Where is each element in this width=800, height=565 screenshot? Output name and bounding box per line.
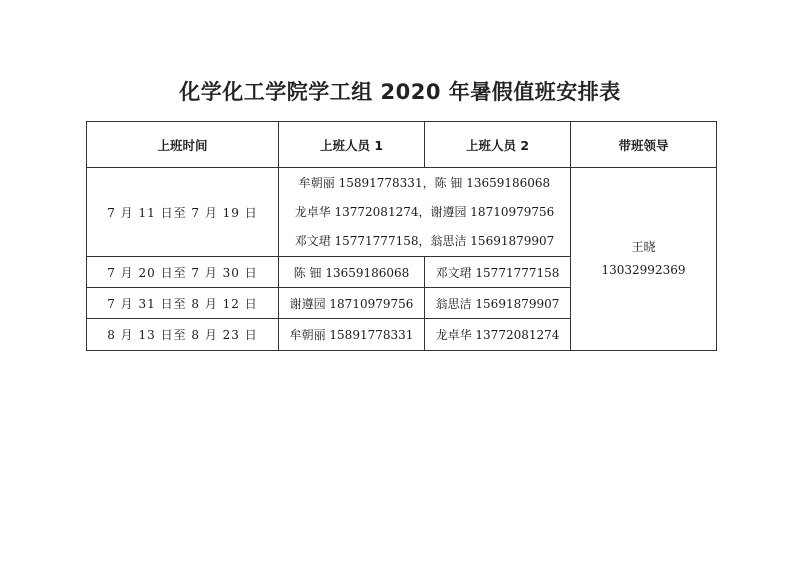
period-cell: 7 月 20 日至 7 月 30 日	[87, 257, 279, 288]
staff-2-cell: 龙卓华 13772081274	[425, 319, 571, 351]
page-title: 化学化工学院学工组 2020 年暑假值班安排表	[179, 80, 621, 104]
table-row	[87, 168, 717, 257]
header-period: 上班时间	[87, 122, 279, 168]
staff-2-cell: 翁思洁 15691879907	[425, 288, 571, 319]
staff-2-cell: 邓文珺 15771777158	[425, 257, 571, 288]
leader-phone: 13032992369	[601, 263, 686, 277]
staff-line: 龙卓华 13772081274，谢遵园 18710979756	[294, 204, 555, 219]
staff-line: 邓文珺 15771777158，翁思洁 15691879907	[294, 233, 555, 248]
header-staff-2: 上班人员 2	[425, 122, 571, 168]
period-cell: 8 月 13 日至 8 月 23 日	[87, 319, 279, 351]
staff-cell-merged	[279, 168, 571, 257]
leader-cell	[571, 168, 717, 351]
staff-1-cell: 陈 钿 13659186068	[279, 257, 425, 288]
staff-1-cell: 谢遵园 18710979756	[279, 288, 425, 319]
header-leader: 带班领导	[571, 122, 717, 168]
period-cell: 7 月 11 日至 7 月 19 日	[87, 168, 279, 257]
duty-schedule-table	[86, 121, 717, 351]
header-staff-1: 上班人员 1	[279, 122, 425, 168]
staff-1-cell: 牟朝丽 15891778331	[279, 319, 425, 351]
staff-line: 牟朝丽 15891778331，陈 钿 13659186068	[298, 175, 551, 190]
table-header-row	[87, 122, 717, 168]
period-cell: 7 月 31 日至 8 月 12 日	[87, 288, 279, 319]
leader-name: 王晓	[631, 240, 656, 254]
